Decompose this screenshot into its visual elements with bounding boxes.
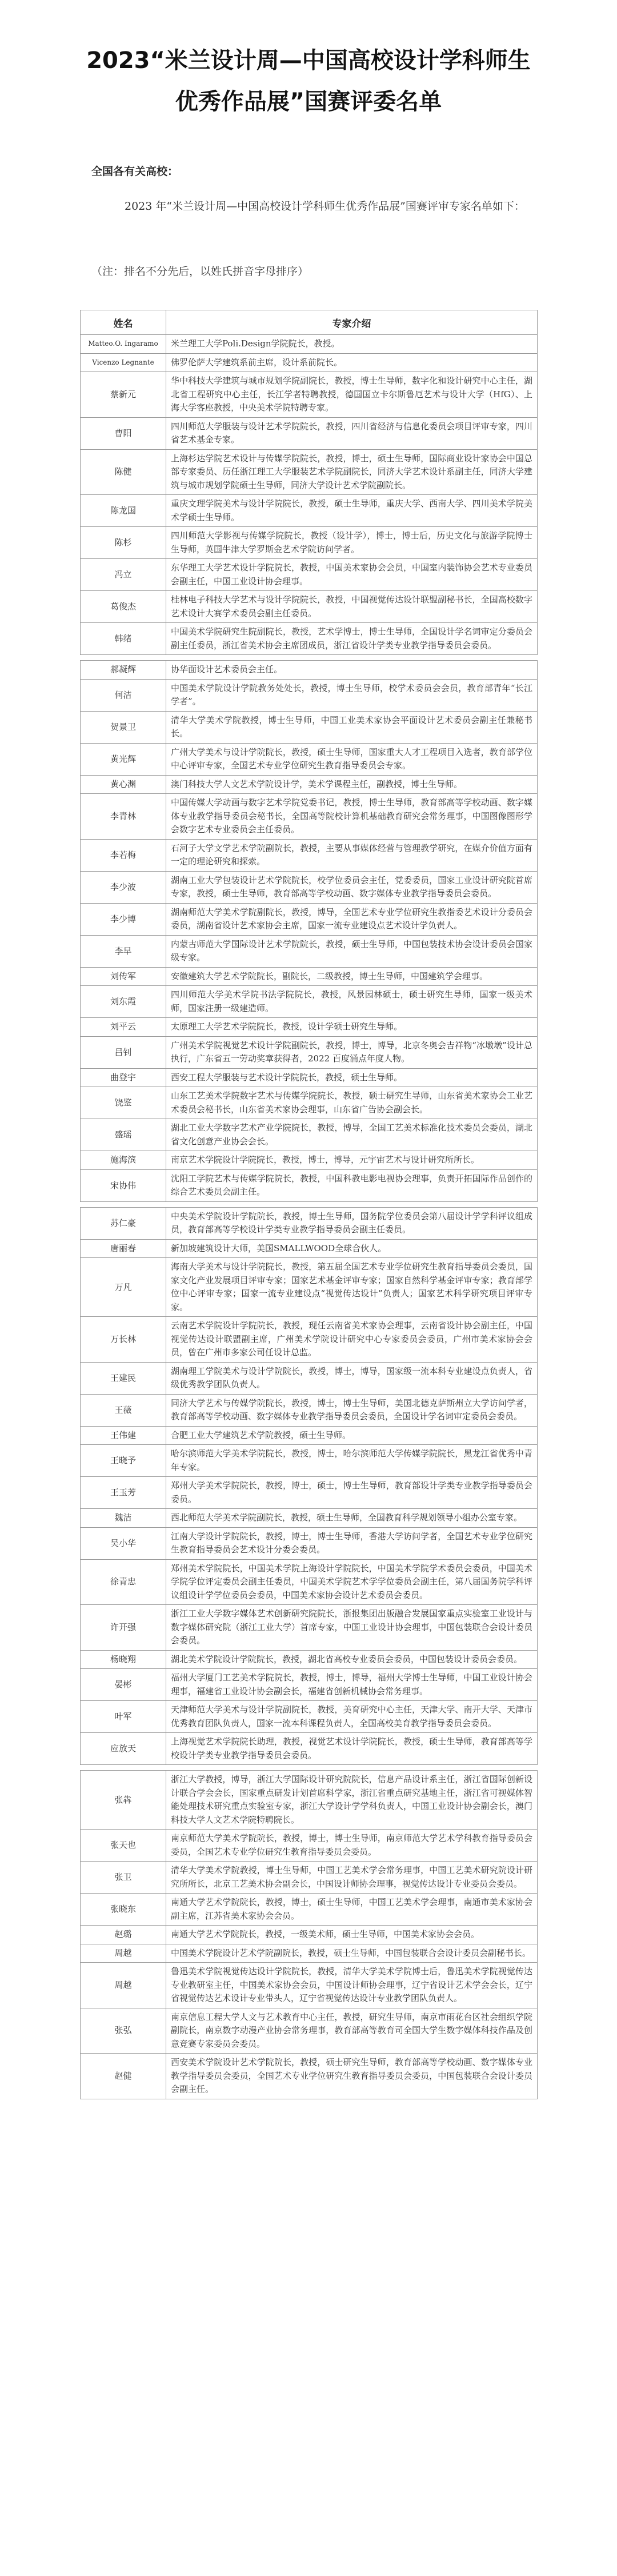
expert-name: 王玉芳 (81, 1477, 166, 1509)
expert-name: 冯立 (81, 559, 166, 591)
column-header-intro: 专家介绍 (166, 310, 538, 335)
expert-intro: 西安工程大学服装与艺术设计学院院长，教授，硕士生导师。 (166, 1068, 538, 1087)
expert-intro: 佛罗伦萨大学建筑系前主席，设计系前院长。 (166, 353, 538, 372)
table-row (81, 903, 538, 935)
table-row (81, 449, 538, 495)
expert-name: 葛俊杰 (81, 591, 166, 623)
expert-intro: 西北师范大学美术学院副院长，教授，硕士生导师，全国教育科学规划领导小组办公室专家。 (166, 1509, 538, 1528)
expert-intro: 上海视觉艺术学院院长助理，教授，视觉艺术设计学院院长，教授，硕士生导师，教育部高等学校设计学类专业教学指导委员会委员。 (166, 1733, 538, 1765)
expert-intro: 江南大学设计学院院长，教授，博士，博士生导师，香港大学访问学者，全国艺术专业学位研究生教育指导委员会艺术设计分委会委员。 (166, 1527, 538, 1559)
expert-intro: 沈阳工学院艺术与传媒学院院长，教授，中国科教电影电视协会理事，负责开拓国际作品创作的综合艺术委员会副主任。 (166, 1169, 538, 1201)
expert-intro: 浙江工业大学数字媒体艺术创新研究院院长，浙报集团出版融合发展国家重点实验室工业设计与数字媒体研究院（浙江工业大学）首席专家，中国工业设计协会理事，中国包装联合会设计委员会委员。 (166, 1605, 538, 1651)
expert-intro: 石河子大学文学艺术学院副院长，教授，主要从事媒体经营与管理教学研究，在媒介价值方面有一定的理论研究和探索。 (166, 839, 538, 871)
section-gap (81, 655, 538, 661)
table-row (81, 794, 538, 840)
expert-intro: 合肥工业大学建筑艺术学院教授，硕士生导师。 (166, 1426, 538, 1445)
expert-intro: 中国美术学院设计艺术学院副院长，教授，硕士生导师，中国包装联合会设计委员会副秘书长。 (166, 1944, 538, 1963)
expert-intro: 新加坡建筑设计大师，美国SMALLWOOD全球合伙人。 (166, 1239, 538, 1258)
expert-intro: 海南大学美术与设计学院院长，教授，第五届全国艺术专业学位研究生教育指导委员会委员，国家文化产业发展项目评审专家；国家艺术基金评审专家；国家自然科学基金评审专家；教育部学位中心评审专家；国家一流专业建设点“视觉传达设计”负责人；国家艺术科学研究项目评审专家。 (166, 1258, 538, 1317)
table-row (81, 1509, 538, 1528)
table-row (81, 1650, 538, 1669)
table-row (81, 527, 538, 559)
table-row (81, 1087, 538, 1119)
table-row (81, 1944, 538, 1963)
table-row (81, 623, 538, 655)
expert-intro: 云南艺术学院设计学院院长，教授，现任云南省美术家协会理事，云南省设计协会副主任，中国视觉传达设计联盟副主席，广州美术学院设计研究中心专家委员会委员，广州市美术家协会会员，曾在广州市多家公司任设计总监。 (166, 1317, 538, 1363)
expert-intro: 中国传媒大学动画与数字艺术学院党委书记，教授，博士生导师，教育部高等学校动画、数字媒体专业教学指导委员会秘书长，全国高等院校计算机基础教育研究会常务理事，中国图像图形学会数字艺术专业委员会主任委员。 (166, 794, 538, 840)
table-row (81, 1527, 538, 1559)
expert-name: 唐丽春 (81, 1239, 166, 1258)
table-row (81, 1830, 538, 1862)
expert-name: 宋协伟 (81, 1169, 166, 1201)
expert-table (80, 310, 538, 2099)
expert-name: Vicenzo Legnante (81, 353, 166, 372)
section-gap (81, 1201, 538, 1207)
expert-intro: 清华大学美术学院教授，博士生导师，中国工艺美术学会常务理事，中国工艺美术研究院设计研究所所长，北京工艺美术协会副会长，中国设计师协会理事，视觉传达设计专业委员会委员。 (166, 1862, 538, 1894)
expert-name: 何洁 (81, 679, 166, 711)
table-row (81, 986, 538, 1018)
table-row (81, 1169, 538, 1201)
expert-intro: 南京师范大学美术学院院长，教授，博士，博士生导师，南京师范大学艺术学科教育指导委员会委员，全国艺术专业学位研究生教育指导委员会委员。 (166, 1830, 538, 1862)
expert-intro: 太原理工大学艺术学院院长，教授，设计学硕士研究生导师。 (166, 1018, 538, 1037)
expert-name: 贺景卫 (81, 711, 166, 743)
expert-name: Matteo.O. Ingaramo (81, 335, 166, 354)
addressee: 全国各有关高校： (91, 165, 179, 178)
table-row (81, 679, 538, 711)
table-row (81, 417, 538, 449)
table-row (81, 871, 538, 903)
expert-name: 叶军 (81, 1701, 166, 1733)
table-row (81, 1701, 538, 1733)
expert-intro: 湖北美术学院设计学院院长，教授，湖北省高校专业委员会委员，中国包装设计委员会委员。 (166, 1650, 538, 1669)
expert-name: 苏仁豪 (81, 1207, 166, 1239)
table-row (81, 661, 538, 680)
table-row (81, 1445, 538, 1477)
expert-intro: 中国美术学院研究生院副院长，教授，艺术学博士，博士生导师，全国设计学名词审定分委员会副主任委员，浙江省美术协会主席团成员，浙江省设计学类专业教学指导委员会委员。 (166, 623, 538, 655)
table-row (81, 1426, 538, 1445)
expert-intro: 东华理工大学艺术设计学院院长，教授，中国美术家协会会员，中国室内装饰协会艺术专业委员会副主任，中国工业设计协会理事。 (166, 559, 538, 591)
expert-intro: 米兰理工大学Poli.Design学院院长，教授。 (166, 335, 538, 354)
expert-name: 陈健 (81, 449, 166, 495)
table-row (81, 1394, 538, 1426)
expert-name: 王建民 (81, 1362, 166, 1394)
expert-intro: 福州大学厦门工艺美术学院院长，教授，博士，博导，福州大学博士生导师，中国工业设计协会理事，福建省工业设计协会副会长，福建省创新机械协会常务理事。 (166, 1669, 538, 1701)
expert-name: 王晓予 (81, 1445, 166, 1477)
expert-name: 施海滨 (81, 1151, 166, 1170)
table-row (81, 1018, 538, 1037)
expert-intro: 鲁迅美术学院视觉传达设计学院院长，教授，清华大学美术学院博士后，鲁迅美术学院视觉传达专业教研室主任，中国美术家协会会员，中国设计师协会理事，辽宁省设计艺术学会会长，辽宁省视觉传达艺术设计专业带头人，辽宁省视觉传达设计专业教学团队负责人。 (166, 1963, 538, 2008)
table-row (81, 1362, 538, 1394)
table-row (81, 559, 538, 591)
table-row (81, 1258, 538, 1317)
table-row (81, 591, 538, 623)
title-line-1: 2023“米兰设计周—中国高校设计学科师生 (86, 47, 531, 74)
expert-intro: 湖南师范大学美术学院副院长，教授，博导，全国艺术专业学位研究生教指委艺术设计分委员会委员，湖南省设计艺术家协会主席，国家一流专业建设点艺术设计学负责人。 (166, 903, 538, 935)
table-row (81, 1207, 538, 1239)
expert-name: 刘传军 (81, 967, 166, 986)
expert-name: 曹阳 (81, 417, 166, 449)
table-row (81, 1151, 538, 1170)
expert-name: 万凡 (81, 1258, 166, 1317)
expert-name: 徐青忠 (81, 1559, 166, 1605)
table-row (81, 1926, 538, 1944)
expert-intro: 山东工艺美术学院数字艺术与传媒学院院长，教授，硕士研究生导师，山东省美术家协会工业艺术委员会秘书长，山东省美术家协会理事，山东省广告协会副会长。 (166, 1087, 538, 1119)
expert-name: 刘东霞 (81, 986, 166, 1018)
expert-intro: 中国美术学院设计学院教务处处长，教授，博士生导师，校学术委员会会员，教育部青年“长江学者”。 (166, 679, 538, 711)
expert-name: 周越 (81, 1944, 166, 1963)
intro-paragraph: 2023 年“米兰设计周—中国高校设计学科师生优秀作品展”国赛评审专家名单如下： (125, 200, 525, 213)
table-row (81, 1771, 538, 1830)
expert-intro: 天津师范大学美术与设计学院副院长，教授，美育研究中心主任，天津大学、南开大学、天津市优秀教育团队负责人，国家一流本科课程负责人，全国高校美育教学指导委员会委员。 (166, 1701, 538, 1733)
expert-name: 张犇 (81, 1771, 166, 1830)
expert-intro: 广州美术学院视觉艺术设计学院副院长，教授，博士，博导，北京冬奥会吉祥物“冰墩墩”设计总执行，广东省五一劳动奖章获得者，2022 百度涌点年度人物。 (166, 1036, 538, 1068)
expert-name: 陈杉 (81, 527, 166, 559)
title-line-2: 优秀作品展”国赛评委名单 (175, 89, 442, 115)
expert-intro: 郑州美术学院院长，中国美术学院上海设计学院院长，中国美术学院学术委员会委员，中国美术学院学位评定委员会副主任委员，中国美术学院艺术学学位委员会副主任，第八届国务院学科评议组设计学学位委员会委员，中国美术家协会设计艺术委员会委员。 (166, 1559, 538, 1605)
expert-name: 李少波 (81, 871, 166, 903)
expert-intro: 南京信息工程大学人文与艺术教育中心主任，教授，研究生导师，南京市雨花台区社会组织学院副院长，南京数字动漫产业协会常务理事，教育部高等教育司全国大学生数字媒体科技作品及创意竞赛专家委员会委员。 (166, 2008, 538, 2054)
expert-name: 黄心渊 (81, 775, 166, 794)
table-row (81, 1605, 538, 1651)
table-row (81, 1119, 538, 1151)
table-row (81, 711, 538, 743)
expert-name: 杨晓翔 (81, 1650, 166, 1669)
expert-name: 曲登宇 (81, 1068, 166, 1087)
table-row (81, 1239, 538, 1258)
expert-intro: 广州大学美术与设计学院院长，教授，硕士生导师，国家重大人才工程项目入选者，教育部学位中心评审专家，全国艺术专业学位研究生教育指导委员会专家。 (166, 743, 538, 775)
expert-intro: 安徽建筑大学艺术学院院长，副院长，二级教授，博士生导师，中国建筑学会理事。 (166, 967, 538, 986)
expert-intro: 湖南理工学院美术与设计学院院长，教授，博士，博导，国家级一流本科专业建设点负责人，省级优秀教学团队负责人。 (166, 1362, 538, 1394)
expert-name: 饶鉴 (81, 1087, 166, 1119)
table-row (81, 1477, 538, 1509)
expert-name: 许开强 (81, 1605, 166, 1651)
table-row (81, 935, 538, 967)
table-row (81, 1317, 538, 1363)
expert-intro: 西安美术学院设计艺术学院院长，教授，硕士研究生导师，教育部高等学校动画、数字媒体专业教学指导委员会委员，全国艺术专业学位研究生教育指导委员会委员，中国包装联合会设计委员会副主任。 (166, 2054, 538, 2099)
section-gap-cell (81, 1201, 538, 1207)
expert-intro: 重庆文理学院美术与设计学院院长，教授，硕士生导师，重庆大学、西南大学、四川美术学院美术学硕士生导师。 (166, 495, 538, 527)
expert-name: 赵璐 (81, 1926, 166, 1944)
table-row (81, 495, 538, 527)
expert-intro: 郑州大学美术学院院长，教授，博士，硕士，博士生导师，教育部设计学类专业教学指导委员会委员。 (166, 1477, 538, 1509)
table-row (81, 1068, 538, 1087)
table-row (81, 967, 538, 986)
table-header-row (81, 310, 538, 335)
expert-name: 韩绪 (81, 623, 166, 655)
expert-name: 赵健 (81, 2054, 166, 2099)
table-row (81, 372, 538, 418)
table-row (81, 839, 538, 871)
expert-name: 应放天 (81, 1733, 166, 1765)
table-row (81, 1036, 538, 1068)
expert-intro: 内蒙古师范大学国际设计艺术学院院长，教授，硕士生导师，中国包装技术协会设计委员会国家级专家。 (166, 935, 538, 967)
table-row (81, 2008, 538, 2054)
table-row (81, 335, 538, 354)
sort-note: （注：排名不分先后，以姓氏拼音字母排序） (91, 265, 309, 278)
expert-intro: 清华大学美术学院教授，博士生导师，中国工业美术家协会平面设计艺术委员会副主任兼秘书长。 (166, 711, 538, 743)
table-row (81, 1963, 538, 2008)
expert-name: 晏彬 (81, 1669, 166, 1701)
table-row (81, 1733, 538, 1765)
table-row (81, 1894, 538, 1926)
table-row (81, 353, 538, 372)
expert-intro: 南通大学艺术学院院长，教授，博士，硕士生导师，中国工艺美术学会理事，南通市美术家协会副主席，江苏省美术家协会会员。 (166, 1894, 538, 1926)
expert-intro: 上海杉达学院艺术设计与传媒学院院长，教授，博士，硕士生导师，国际商业设计家协会中国总部专家委员、历任浙江理工大学服装艺术学院副院长，同济大学艺术设计系副主任，同济大学建筑与城市规划学院硕士生导师，同济大学设计艺术学院副院长。 (166, 449, 538, 495)
expert-intro: 四川师范大学影视与传媒学院院长，教授（设计学），博士，博士后，历史文化与旅游学院博士生导师，英国牛津大学罗斯金艺术学院访问学者。 (166, 527, 538, 559)
expert-name: 蔡新元 (81, 372, 166, 418)
expert-name: 吕钊 (81, 1036, 166, 1068)
table-row (81, 2054, 538, 2099)
expert-intro: 四川师范大学美术学院书法学院院长，教授，风景园林硕士，硕士研究生导师，国家一级美术师，国家注册一级建造师。 (166, 986, 538, 1018)
expert-name: 张卫 (81, 1862, 166, 1894)
expert-name: 王伟建 (81, 1426, 166, 1445)
expert-intro: 南京艺术学院设计学院院长，教授，博士，博导，元宇宙艺术与设计研究所所长。 (166, 1151, 538, 1170)
expert-intro: 四川师范大学服装与设计艺术学院院长，教授，四川省经济与信息化委员会项目评审专家，四川省艺术基金专家。 (166, 417, 538, 449)
expert-name: 李青林 (81, 794, 166, 840)
expert-name: 张天也 (81, 1830, 166, 1862)
expert-intro: 浙江大学教授，博导，浙江大学国际设计研究院院长，信息产品设计系主任，浙江省国际创新设计联合学会会长，国家重点研发计划首席科学家，浙江省重点研究基地主任，浙江省可视媒体智能处理技术研究重点实验室专家，浙江大学设计学学科负责人，中国工业设计协会副会长，澳门科技大学人文艺术学院特聘院长。 (166, 1771, 538, 1830)
expert-intro: 湖北工业大学数字艺术产业学院院长，教授，博导，全国工艺美术标准化技术委员会委员，湖北省文化创意产业协会会长。 (166, 1119, 538, 1151)
expert-name: 万长林 (81, 1317, 166, 1363)
expert-name: 魏洁 (81, 1509, 166, 1528)
expert-name: 郝凝辉 (81, 661, 166, 680)
table-row (81, 1862, 538, 1894)
section-gap-cell (81, 655, 538, 661)
expert-intro: 协华面设计艺术委员会主任。 (166, 661, 538, 680)
section-gap (81, 1765, 538, 1771)
expert-name: 刘平云 (81, 1018, 166, 1037)
table-row (81, 743, 538, 775)
table-row (81, 1559, 538, 1605)
expert-name: 李少博 (81, 903, 166, 935)
expert-name: 周越 (81, 1963, 166, 2008)
expert-intro: 中央美术学院设计学院院长，教授，博士生导师，国务院学位委员会第八届设计学学科评议组成员，教育部高等学校设计学类专业教学指导委员会副主任委员。 (166, 1207, 538, 1239)
table-row (81, 1669, 538, 1701)
expert-intro: 同济大学艺术与传媒学院院长，教授，博士，博士生导师，美国北德克萨斯州立大学访问学者，教育部高等学校动画、数字媒体专业教学指导委员会委员，全国设计学名词审定委员会委员。 (166, 1394, 538, 1426)
section-gap-cell (81, 1765, 538, 1771)
expert-name: 王薇 (81, 1394, 166, 1426)
column-header-name: 姓名 (81, 310, 166, 335)
expert-intro: 湖南工业大学包装设计艺术学院院长，校学位委员会主任，党委委员，国家工业设计研究院首席专家，教授，硕士生导师，教育部高等学校动画、数字媒体专业教学指导委员会委员。 (166, 871, 538, 903)
expert-name: 张弘 (81, 2008, 166, 2054)
document-title (0, 40, 617, 122)
expert-name: 张晓东 (81, 1894, 166, 1926)
expert-name: 黄光辉 (81, 743, 166, 775)
expert-intro: 哈尔滨师范大学美术学院院长，教授，博士，哈尔滨师范大学传媒学院院长，黑龙江省优秀中青年专家。 (166, 1445, 538, 1477)
expert-intro: 桂林电子科技大学艺术与设计学院院长，教授，中国视觉传达设计联盟副秘书长，全国高校数字艺术设计大赛学术委员会副主任委员。 (166, 591, 538, 623)
expert-intro: 澳门科技大学人文艺术学院设计学，美术学课程主任，副教授，博士生导师。 (166, 775, 538, 794)
expert-name: 李若梅 (81, 839, 166, 871)
expert-name: 盛瑶 (81, 1119, 166, 1151)
table-row (81, 775, 538, 794)
expert-name: 李早 (81, 935, 166, 967)
expert-name: 吴小华 (81, 1527, 166, 1559)
expert-intro: 南通大学艺术学院院长，教授，一级美术师，硕士生导师，中国美术家协会会员。 (166, 1926, 538, 1944)
expert-intro: 华中科技大学建筑与城市规划学院副院长，教授，博士生导师，数字化和设计研究中心主任，湖北省工程研究中心主任，长江学者特聘教授，德国国立卡尔斯鲁厄艺术与设计大学（HfG）、上海大学客座教授，中央美术学院特聘专家。 (166, 372, 538, 418)
expert-name: 陈龙国 (81, 495, 166, 527)
